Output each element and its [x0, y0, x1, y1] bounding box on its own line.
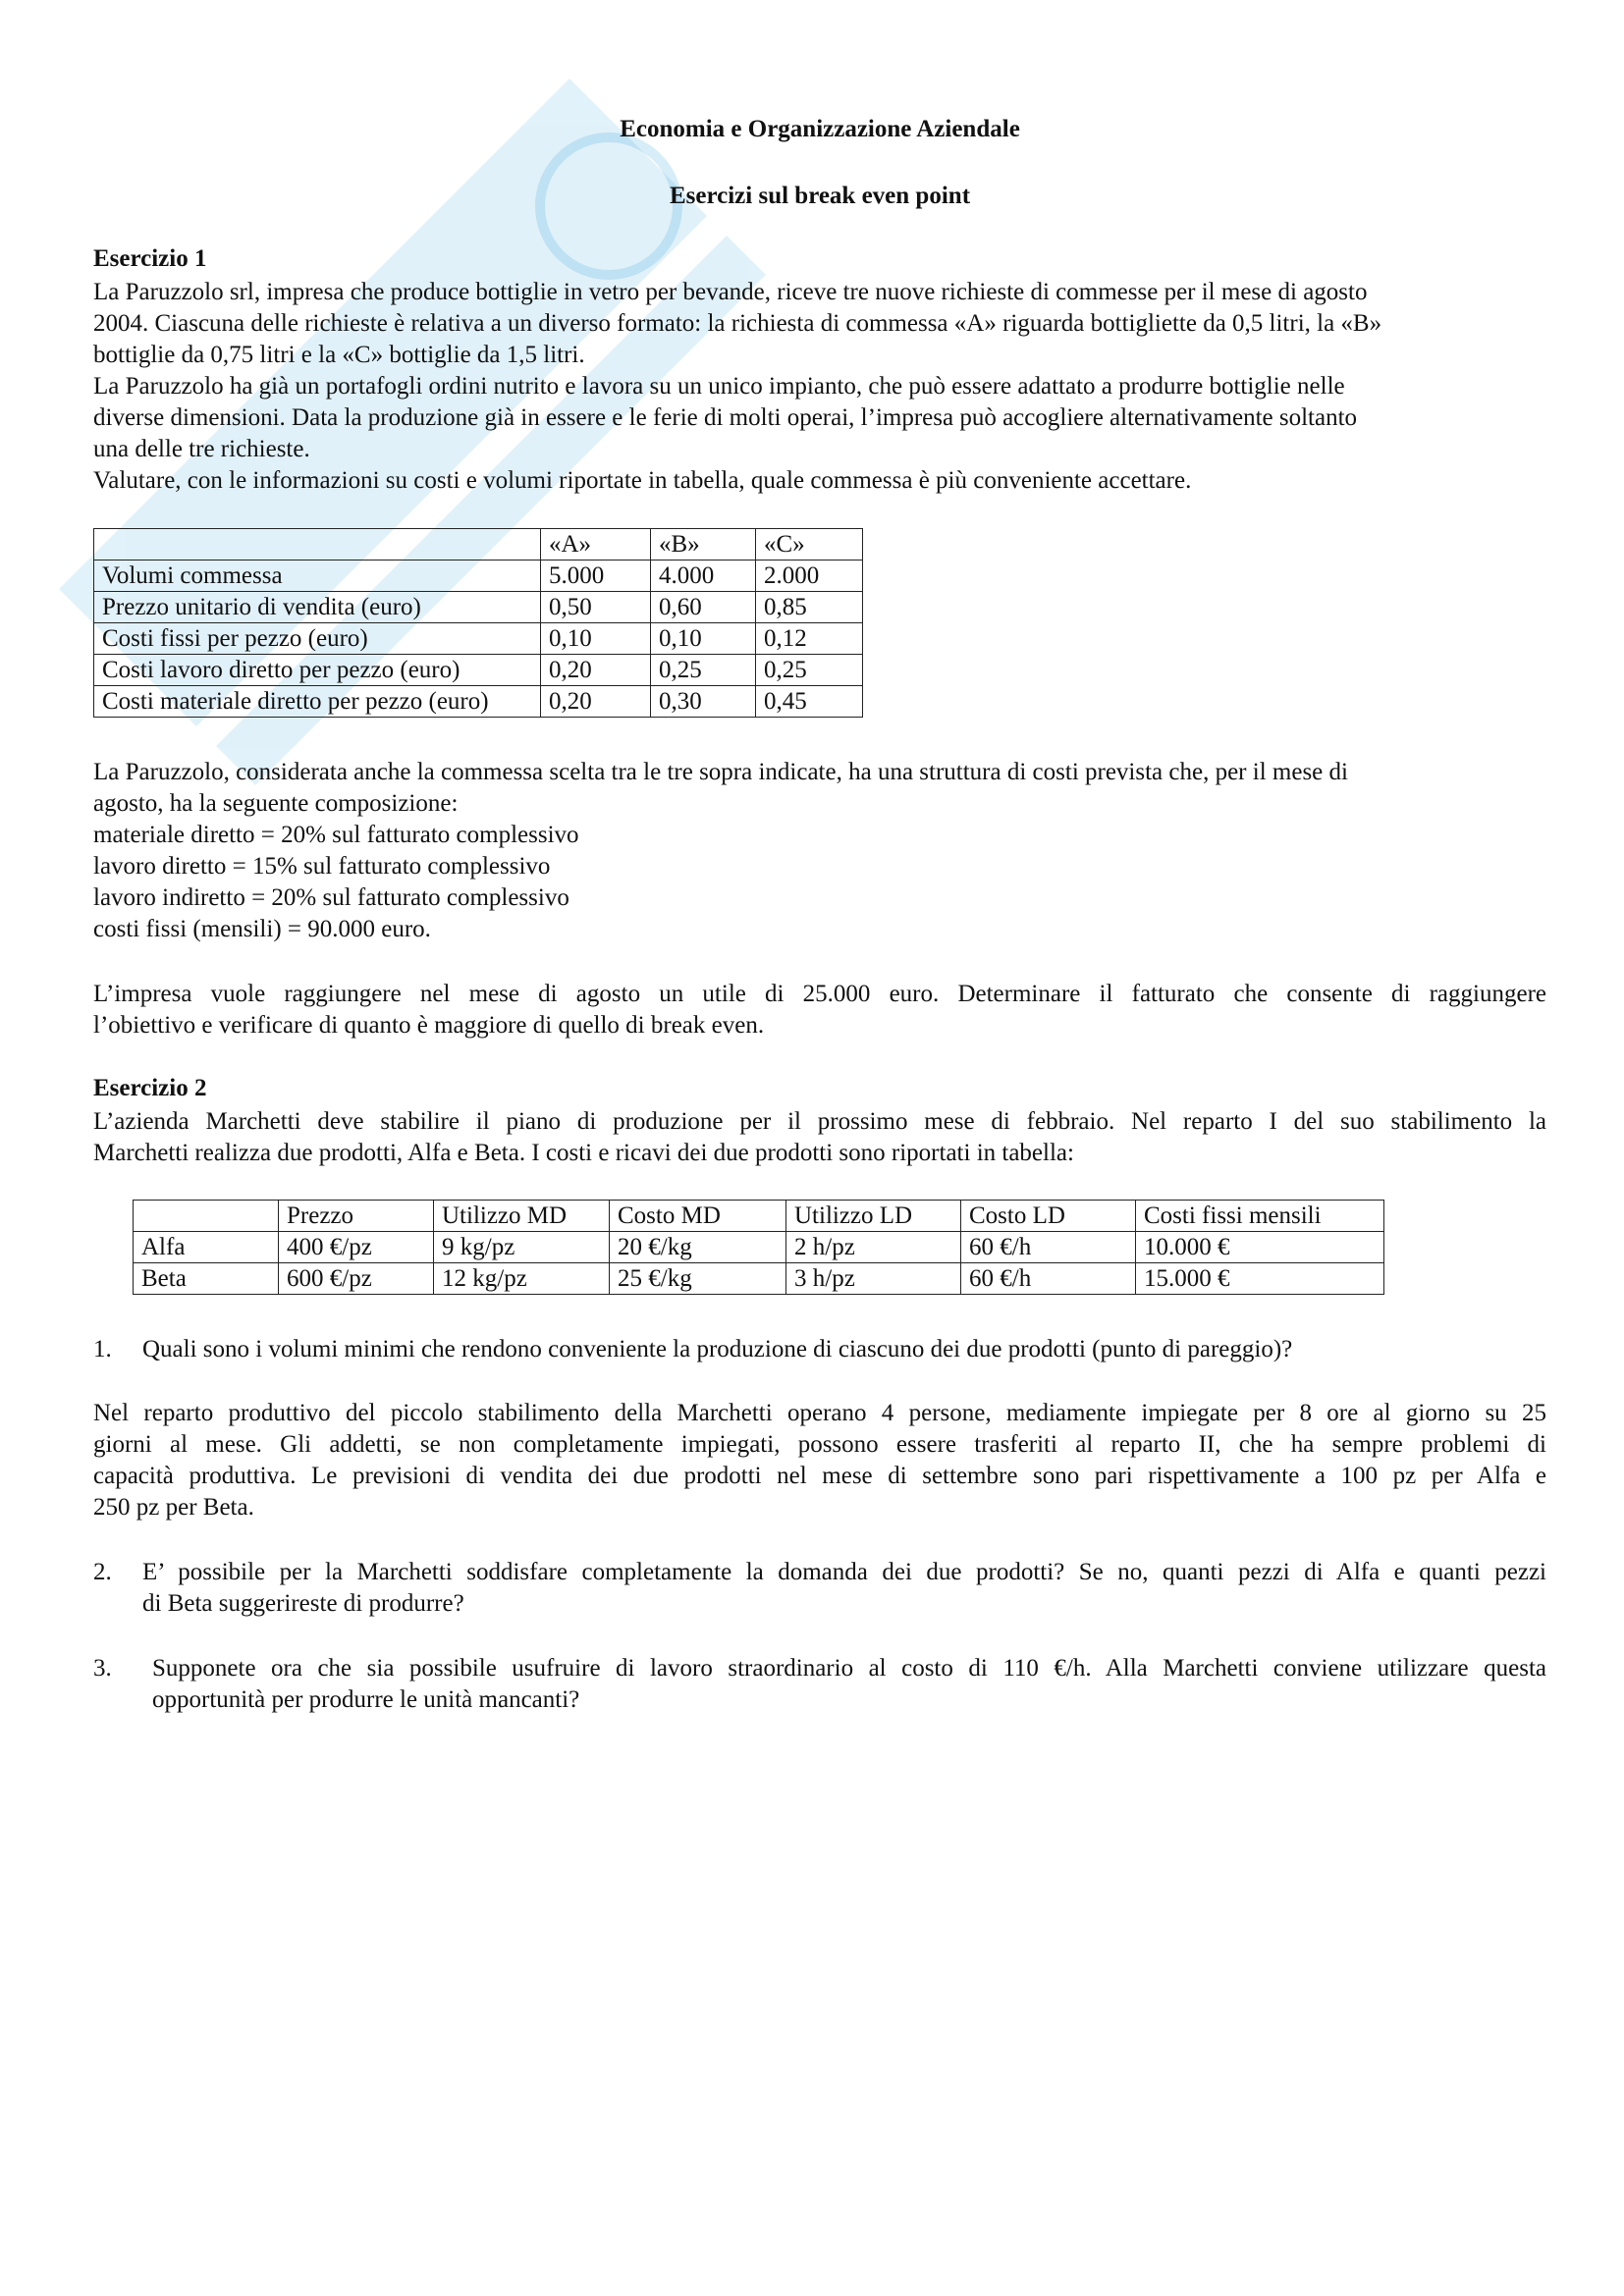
exercise-2-heading: Esercizio 2: [93, 1075, 207, 1101]
table-cell: 0,12: [756, 623, 863, 655]
exercise-1-paragraph-line: una delle tre richieste.: [93, 436, 310, 462]
exercise-2-capacity-line: Nel reparto produttivo del piccolo stabilimento della Marchetti operano 4 persone, mediamente impiegate per 8 ore al giorno su 25: [93, 1400, 1546, 1426]
table-cell: 0,25: [756, 655, 863, 686]
table-row: [94, 592, 863, 623]
exercise-1-objective-line: L’impresa vuole raggiungere nel mese di agosto un utile di 25.000 euro. Determinare il fatturato che consente di raggiungere: [93, 981, 1546, 1007]
exercise-1-cost-structure-line: lavoro diretto = 15% sul fatturato complessivo: [93, 853, 551, 880]
exercise-1-cost-structure-line: La Paruzzolo, considerata anche la commessa scelta tra le tre sopra indicate, ha una struttura di costi prevista che, per il mese di: [93, 759, 1348, 785]
exercise-1-objective-line: l’obiettivo e verificare di quanto è maggiore di quello di break even.: [93, 1012, 765, 1039]
question-1-text: Quali sono i volumi minimi che rendono conveniente la produzione di ciascuno dei due prodotti (punto di pareggio)?: [142, 1336, 1293, 1362]
table-cell: 0,85: [756, 592, 863, 623]
table-cell: 5.000: [541, 561, 651, 592]
table-cell: [94, 529, 541, 561]
table-cell: 0,10: [541, 623, 651, 655]
exercise-1-cost-structure-line: agosto, ha la seguente composizione:: [93, 790, 459, 817]
exercise-2-paragraph-line: L’azienda Marchetti deve stabilire il piano di produzione per il prossimo mese di febbraio. Nel reparto I del suo stabilimento la: [93, 1108, 1546, 1135]
exercise-1-cost-structure-line: lavoro indiretto = 20% sul fatturato complessivo: [93, 884, 569, 911]
table-cell: 12 kg/pz: [434, 1263, 610, 1295]
table-cell: 25 €/kg: [610, 1263, 786, 1295]
exercise-2-paragraph-line: Marchetti realizza due prodotti, Alfa e Beta. I costi e ricavi dei due prodotti sono riportati in tabella:: [93, 1140, 1074, 1166]
document-title: Economia e Organizzazione Aziendale: [620, 116, 1020, 142]
products-table: [133, 1200, 1384, 1295]
table-cell: 9 kg/pz: [434, 1232, 610, 1263]
table-header-cell: Costo LD: [961, 1201, 1136, 1232]
table-cell: 10.000 €: [1136, 1232, 1384, 1263]
table-cell: 2 h/pz: [786, 1232, 961, 1263]
table-row: [94, 623, 863, 655]
table-cell: 0,25: [651, 655, 756, 686]
table-cell: 0,20: [541, 686, 651, 718]
table-header-cell: Costo MD: [610, 1201, 786, 1232]
exercise-2-capacity-line: capacità produttiva. Le previsioni di vendita dei due prodotti nel mese di settembre sono pari rispettivamente a 100 pz per Alfa e: [93, 1463, 1546, 1489]
exercise-1-paragraph-line: bottiglie da 0,75 litri e la «C» bottiglie da 1,5 litri.: [93, 342, 585, 368]
exercise-1-paragraph-line: diverse dimensioni. Data la produzione già in essere e le ferie di molti operai, l’impresa può accogliere alternativamente soltanto: [93, 404, 1358, 431]
table-cell: Costi lavoro diretto per pezzo (euro): [94, 655, 541, 686]
table-cell: Volumi commessa: [94, 561, 541, 592]
table-header-cell: Utilizzo MD: [434, 1201, 610, 1232]
table-cell: Alfa: [134, 1232, 279, 1263]
table-cell: 0,10: [651, 623, 756, 655]
table-header-row: [134, 1201, 1384, 1232]
table-cell: 400 €/pz: [279, 1232, 434, 1263]
table-cell: 15.000 €: [1136, 1263, 1384, 1295]
table-cell: 20 €/kg: [610, 1232, 786, 1263]
table-cell: 600 €/pz: [279, 1263, 434, 1295]
exercise-2-capacity-line: 250 pz per Beta.: [93, 1494, 254, 1521]
exercise-1-paragraph-line: La Paruzzolo ha già un portafogli ordini nutrito e lavora su un unico impianto, che può essere adattato a produrre bottiglie nelle: [93, 373, 1345, 400]
table-row: [94, 686, 863, 718]
table-row: [134, 1232, 1384, 1263]
exercise-1-cost-structure-line: materiale diretto = 20% sul fatturato complessivo: [93, 822, 579, 848]
table-row: [94, 655, 863, 686]
table-cell: 0,45: [756, 686, 863, 718]
table-cell: Costi materiale diretto per pezzo (euro): [94, 686, 541, 718]
table-cell: 0,60: [651, 592, 756, 623]
table-row: [94, 561, 863, 592]
table-cell: 60 €/h: [961, 1232, 1136, 1263]
question-3-number: 3.: [93, 1655, 112, 1682]
table-header-cell: «A»: [541, 529, 651, 561]
exercise-2-capacity-line: giorni al mese. Gli addetti, se non completamente impiegati, possono essere trasferiti al reparto II, che ha sempre problemi di: [93, 1431, 1546, 1458]
table-cell: Costi fissi per pezzo (euro): [94, 623, 541, 655]
table-cell: 60 €/h: [961, 1263, 1136, 1295]
table-header-cell: Costi fissi mensili: [1136, 1201, 1384, 1232]
exercise-1-heading: Esercizio 1: [93, 245, 207, 272]
document-subtitle: Esercizi sul break even point: [669, 183, 971, 209]
commesse-table: [93, 528, 863, 718]
table-cell: 2.000: [756, 561, 863, 592]
question-3-text-line: opportunità per produrre le unità mancanti?: [152, 1686, 580, 1713]
question-1-number: 1.: [93, 1336, 112, 1362]
question-2-text-line: di Beta suggerireste di produrre?: [142, 1590, 464, 1617]
question-3-text-line: Supponete ora che sia possibile usufruire di lavoro straordinario al costo di 110 €/h. Alla Marchetti conviene utilizzare questa: [152, 1655, 1546, 1682]
table-row: [134, 1263, 1384, 1295]
question-2-text-line: E’ possibile per la Marchetti soddisfare completamente la domanda dei due prodotti? Se no, quanti pezzi di Alfa e quanti pezzi: [142, 1559, 1546, 1585]
exercise-1-paragraph-line: Valutare, con le informazioni su costi e volumi riportate in tabella, quale commessa è più conveniente accettare.: [93, 467, 1192, 494]
table-header-row: [94, 529, 863, 561]
table-cell: [134, 1201, 279, 1232]
table-cell: 0,30: [651, 686, 756, 718]
exercise-1-paragraph-line: La Paruzzolo srl, impresa che produce bottiglie in vetro per bevande, riceve tre nuove richieste di commesse per il mese di agosto: [93, 279, 1368, 305]
table-cell: Prezzo unitario di vendita (euro): [94, 592, 541, 623]
table-header-cell: Utilizzo LD: [786, 1201, 961, 1232]
table-header-cell: «B»: [651, 529, 756, 561]
exercise-1-cost-structure-line: costi fissi (mensili) = 90.000 euro.: [93, 916, 431, 942]
table-cell: 0,20: [541, 655, 651, 686]
table-cell: 4.000: [651, 561, 756, 592]
table-cell: Beta: [134, 1263, 279, 1295]
question-2-number: 2.: [93, 1559, 112, 1585]
table-header-cell: «C»: [756, 529, 863, 561]
table-header-cell: Prezzo: [279, 1201, 434, 1232]
exercise-1-paragraph-line: 2004. Ciascuna delle richieste è relativa a un diverso formato: la richiesta di commessa «A» riguarda bottigliette da 0,5 litri, la «B»: [93, 310, 1382, 337]
table-cell: 0,50: [541, 592, 651, 623]
table-cell: 3 h/pz: [786, 1263, 961, 1295]
